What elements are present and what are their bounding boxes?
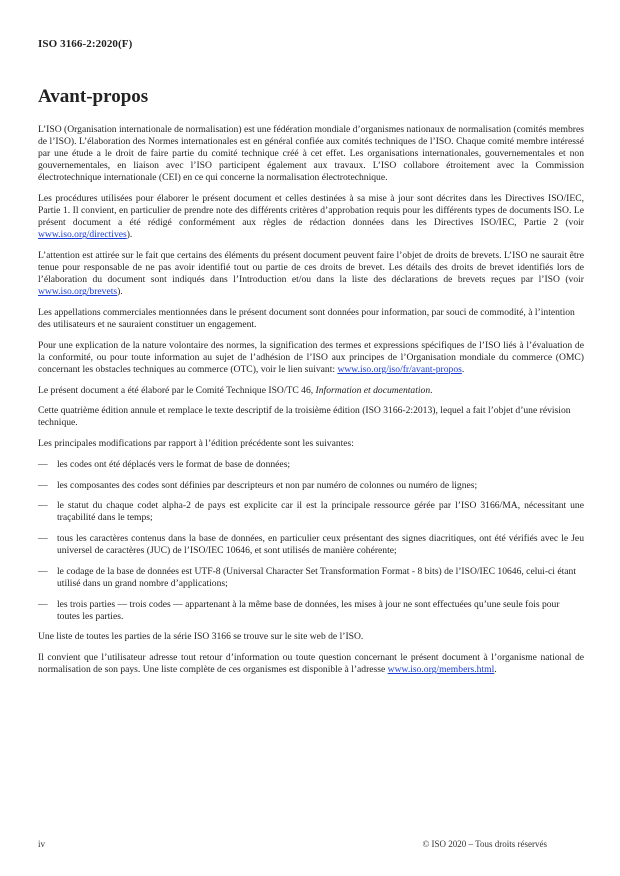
link-brevets[interactable]: www.iso.org/brevets xyxy=(38,286,118,298)
paragraph-trade-names: Les appellations commerciales mentionnées dans le présent document sont données pour information, par souci de commodité, à l’intention des utilisateurs et ne sauraient constituer un engagement. xyxy=(38,307,575,331)
dash-bullet: — xyxy=(38,500,48,512)
link-directives[interactable]: www.iso.org/directives xyxy=(38,229,127,241)
page-number: iv xyxy=(38,839,46,849)
changes-list xyxy=(38,459,584,623)
list-item: — les codes ont été déplacés vers le format de base de données; xyxy=(38,458,291,470)
dash-bullet: — xyxy=(38,479,48,491)
document-body xyxy=(38,124,584,685)
paragraph-procedures: Les procédures utilisées pour élaborer le présent document et celles destinées à sa mise à jour sont décrites dans les Directives ISO/IEC, Partie 1. Il convient, en particulier de prendre note des différents critères d’approbation requis pour les différents types de documents ISO. Le présent document a été rédigé conformément aux règles de rédaction données dans les Directives ISO/IEC, Partie 2 (voir www.iso.org/directives). xyxy=(38,193,584,241)
paragraph-changes-intro: Les principales modifications par rapport à l’édition précédente sont les suivantes: xyxy=(38,438,354,450)
paragraph-edition: Cette quatrième édition annule et remplace le texte descriptif de la troisième édition (ISO 3166-2:2013), lequel a fait l’objet d’une révision technique. xyxy=(38,405,571,429)
paragraph-voluntary-nature: Pour une explication de la nature volontaire des normes, la signification des termes et expressions spécifiques de l’ISO liés à l’évaluation de la conformité, ou pour toute information au sujet de l’adhésion de l’ISO aux principes de l’Organisation mondiale du commerce (OMC) concernant les obstacles techniques au commerce (OTC), voir le lien suivant: www.iso.org/iso/fr/avant-propos. xyxy=(38,339,584,375)
link-members[interactable]: www.iso.org/members.html xyxy=(387,664,495,676)
dash-bullet: — xyxy=(38,458,48,470)
list-item: — le codage de la base de données est UTF-8 (Universal Character Set Transformation Format - 8 bits) de l’ISO/IEC 10646, celui-ci étant utilisé dans un grand nombre d’applications; xyxy=(38,565,576,589)
list-item: — les trois parties — trois codes — appartenant à la même base de données, les mises à jour ne sont effectuées qu’une seule fois pour toutes les parties. xyxy=(38,598,560,622)
list-item: — les composantes des codes sont définies par descripteurs et non par numéro de colonnes ou numéro de lignes; xyxy=(38,479,478,491)
dash-bullet: — xyxy=(38,532,48,544)
paragraph-feedback: Il convient que l’utilisateur adresse tout retour d’information ou toute question concernant le présent document à l’organisme national de normalisation de son pays. Une liste complète de ces organismes est disponible à l’adresse www.iso.org/members.html. xyxy=(38,652,584,676)
dash-bullet: — xyxy=(38,565,48,577)
paragraph-committee: Le présent document a été élaboré par le Comité Technique ISO/TC 46, Information et documentation. xyxy=(38,384,433,396)
page-title: Avant-propos xyxy=(38,86,149,107)
document-id: ISO 3166-2:2020(F) xyxy=(38,38,133,50)
paragraph-patents: L’attention est attirée sur le fait que certains des éléments du présent document peuvent faire l’objet de droits de brevets. L’ISO ne saurait être tenue pour responsable de ne pas avoir identifié tout ou partie de ces droits de brevet. Les détails des droits de brevet identifiés lors de l’élaboration du document sont indiqués dans l’Introduction et/ou dans la liste des déclarations de brevets reçues par l’ISO (voir www.iso.org/brevets). xyxy=(38,250,584,298)
paragraph-iso-intro: L’ISO (Organisation internationale de normalisation) est une fédération mondiale d’organismes nationaux de normalisation (comités membres de l’ISO). L’élaboration des Normes internationales est en général confiée aux comités techniques de l’ISO. Chaque comité membre intéressé par une étude a le droit de faire partie du comité technique créé à cet effet. Les organisations internationales, gouvernementales et non gouvernementales, en liaison avec l’ISO participent également aux travaux. L’ISO collabore étroitement avec la Commission électrotechnique internationale (CEI) en ce qui concerne la normalisation électrotechnique. xyxy=(38,124,584,184)
list-item: — le statut du chaque codet alpha-2 de pays est explicite car il est la principale ressource gérée par l’ISO 3166/MA, nécessitant une traçabilité dans le temps; xyxy=(38,500,584,524)
dash-bullet: — xyxy=(38,598,48,610)
copyright-notice: © ISO 2020 – Tous droits réservés xyxy=(422,839,547,849)
list-item: — tous les caractères contenus dans la base de données, en particulier ceux présentant des signes diacritiques, ont été vérifiés avec le Jeu universel de caractères (JUC) de l’ISO/IEC 10646, et sont utilisés de manière cohérente; xyxy=(38,532,584,557)
paragraph-series-list: Une liste de toutes les parties de la série ISO 3166 se trouve sur le site web de l’ISO. xyxy=(38,631,364,643)
link-avant-propos[interactable]: www.iso.org/iso/fr/avant-propos xyxy=(337,363,462,375)
